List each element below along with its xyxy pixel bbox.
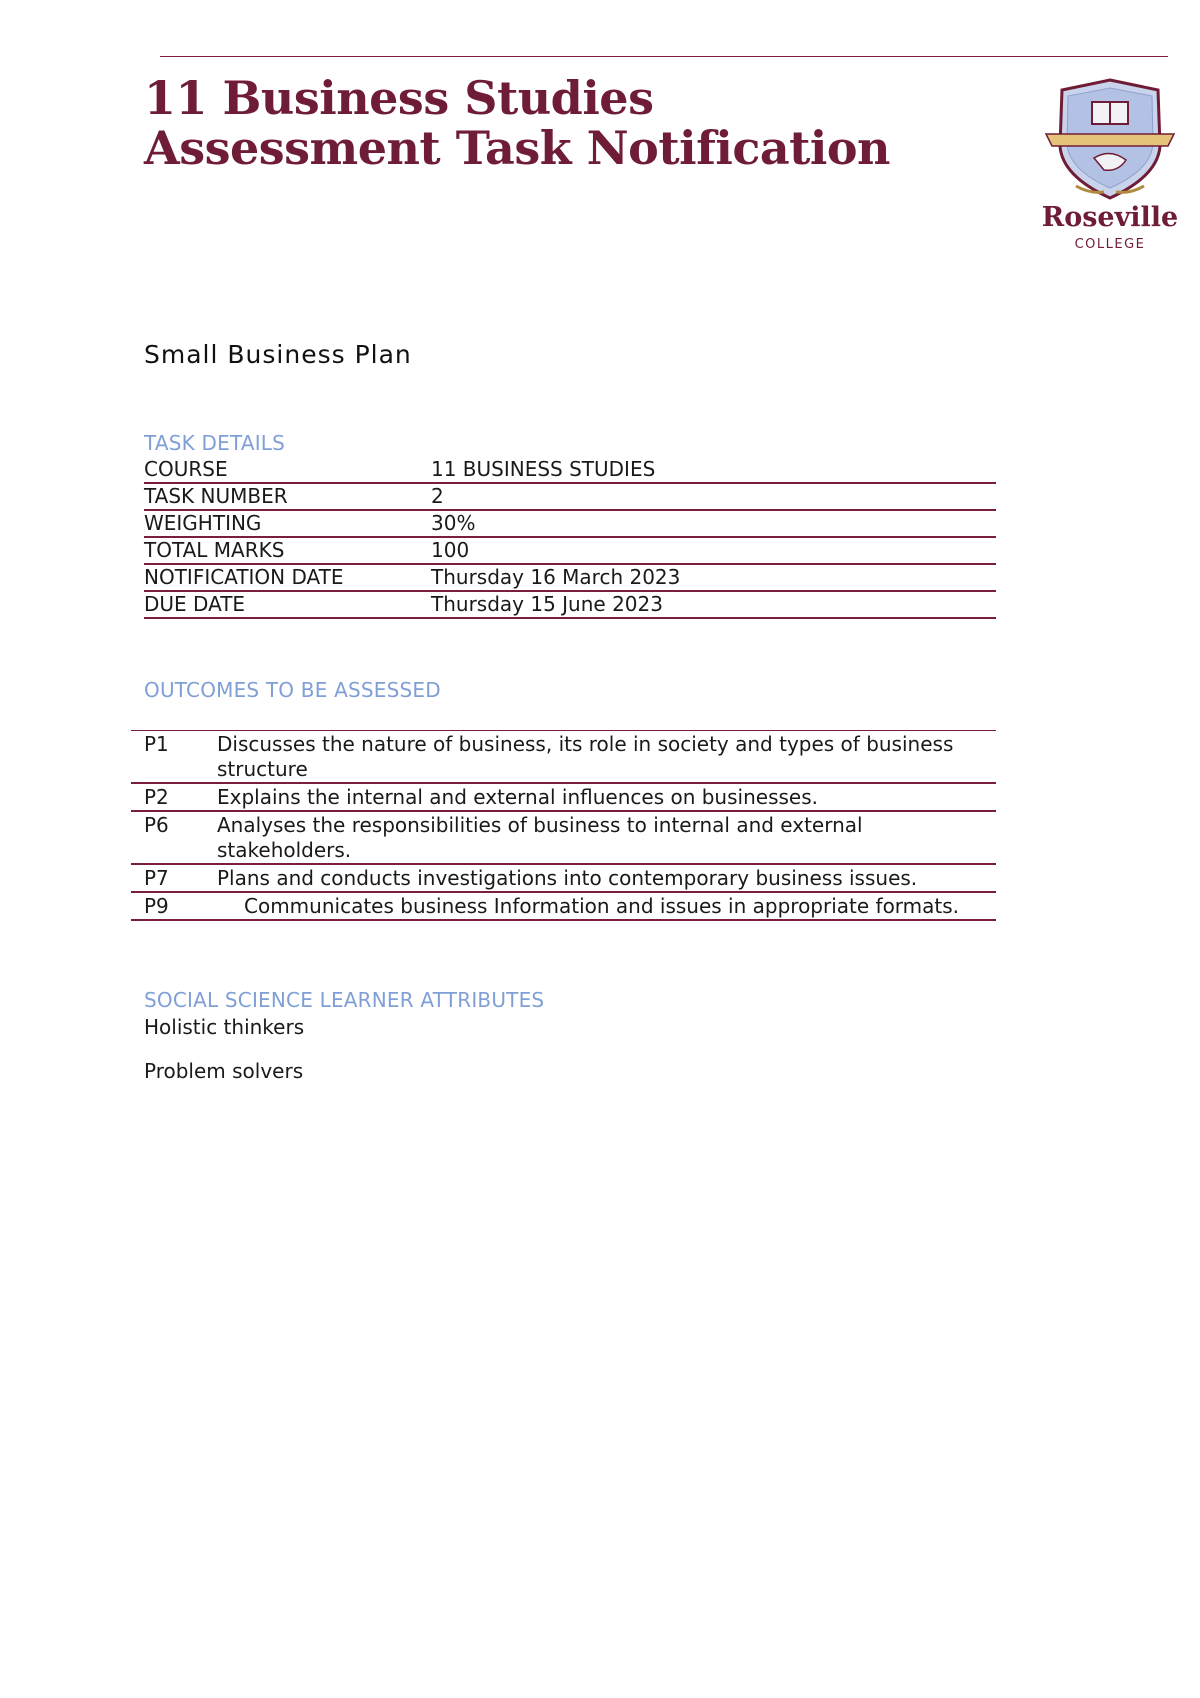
details-label: TASK NUMBER <box>144 483 431 510</box>
task-details-heading: TASK DETAILS <box>144 431 286 455</box>
details-row-weighting <box>144 510 996 537</box>
logo-subtitle: COLLEGE <box>1074 237 1146 252</box>
details-value: Thursday 15 June 2023 <box>431 591 996 618</box>
outcome-row <box>131 731 996 784</box>
details-row-notification-date <box>144 564 996 591</box>
outcome-code: P1 <box>131 731 217 784</box>
details-row-total-marks <box>144 537 996 564</box>
details-label: COURSE <box>144 457 431 483</box>
logo-wordmark: Roseville <box>1041 202 1179 233</box>
attributes-heading: SOCIAL SCIENCE LEARNER ATTRIBUTES <box>144 988 545 1012</box>
task-title: Small Business Plan <box>144 340 412 369</box>
details-row-course <box>144 457 996 483</box>
outcome-code: P6 <box>131 811 217 864</box>
outcomes-heading: OUTCOMES TO BE ASSESSED <box>144 678 441 702</box>
details-row-due-date <box>144 591 996 618</box>
details-label: DUE DATE <box>144 591 431 618</box>
details-label: NOTIFICATION DATE <box>144 564 431 591</box>
details-value: Thursday 16 March 2023 <box>431 564 996 591</box>
outcome-description: Discusses the nature of business, its role in society and types of business structure <box>217 731 996 784</box>
details-row-task-number <box>144 483 996 510</box>
attribute-item: Problem solvers <box>144 1059 304 1083</box>
outcome-description: Plans and conducts investigations into contemporary business issues. <box>217 864 996 892</box>
outcome-row <box>131 783 996 811</box>
details-label: TOTAL MARKS <box>144 537 431 564</box>
outcome-code: P2 <box>131 783 217 811</box>
outcomes-table <box>131 730 996 921</box>
details-value: 100 <box>431 537 996 564</box>
crest-icon <box>1040 76 1180 200</box>
outcome-description: Analyses the responsibilities of business to internal and external stakeholders. <box>217 811 996 864</box>
outcome-row <box>131 864 996 892</box>
attribute-item: Holistic thinkers <box>144 1015 305 1039</box>
course-title: 11 Business Studies <box>144 71 654 125</box>
college-logo <box>1040 76 1180 262</box>
details-label: WEIGHTING <box>144 510 431 537</box>
details-value: 11 BUSINESS STUDIES <box>431 457 996 483</box>
details-value: 30% <box>431 510 996 537</box>
outcome-description: Communicates business Information and issues in appropriate formats. <box>217 892 996 920</box>
outcome-description: Explains the internal and external influences on businesses. <box>217 783 996 811</box>
details-value: 2 <box>431 483 996 510</box>
outcome-row <box>131 892 996 920</box>
outcome-code: P9 <box>131 892 217 920</box>
outcome-row <box>131 811 996 864</box>
task-details-table <box>144 457 996 619</box>
outcome-code: P7 <box>131 864 217 892</box>
header-rule <box>160 56 1168 57</box>
document-title: Assessment Task Notification <box>144 121 890 175</box>
